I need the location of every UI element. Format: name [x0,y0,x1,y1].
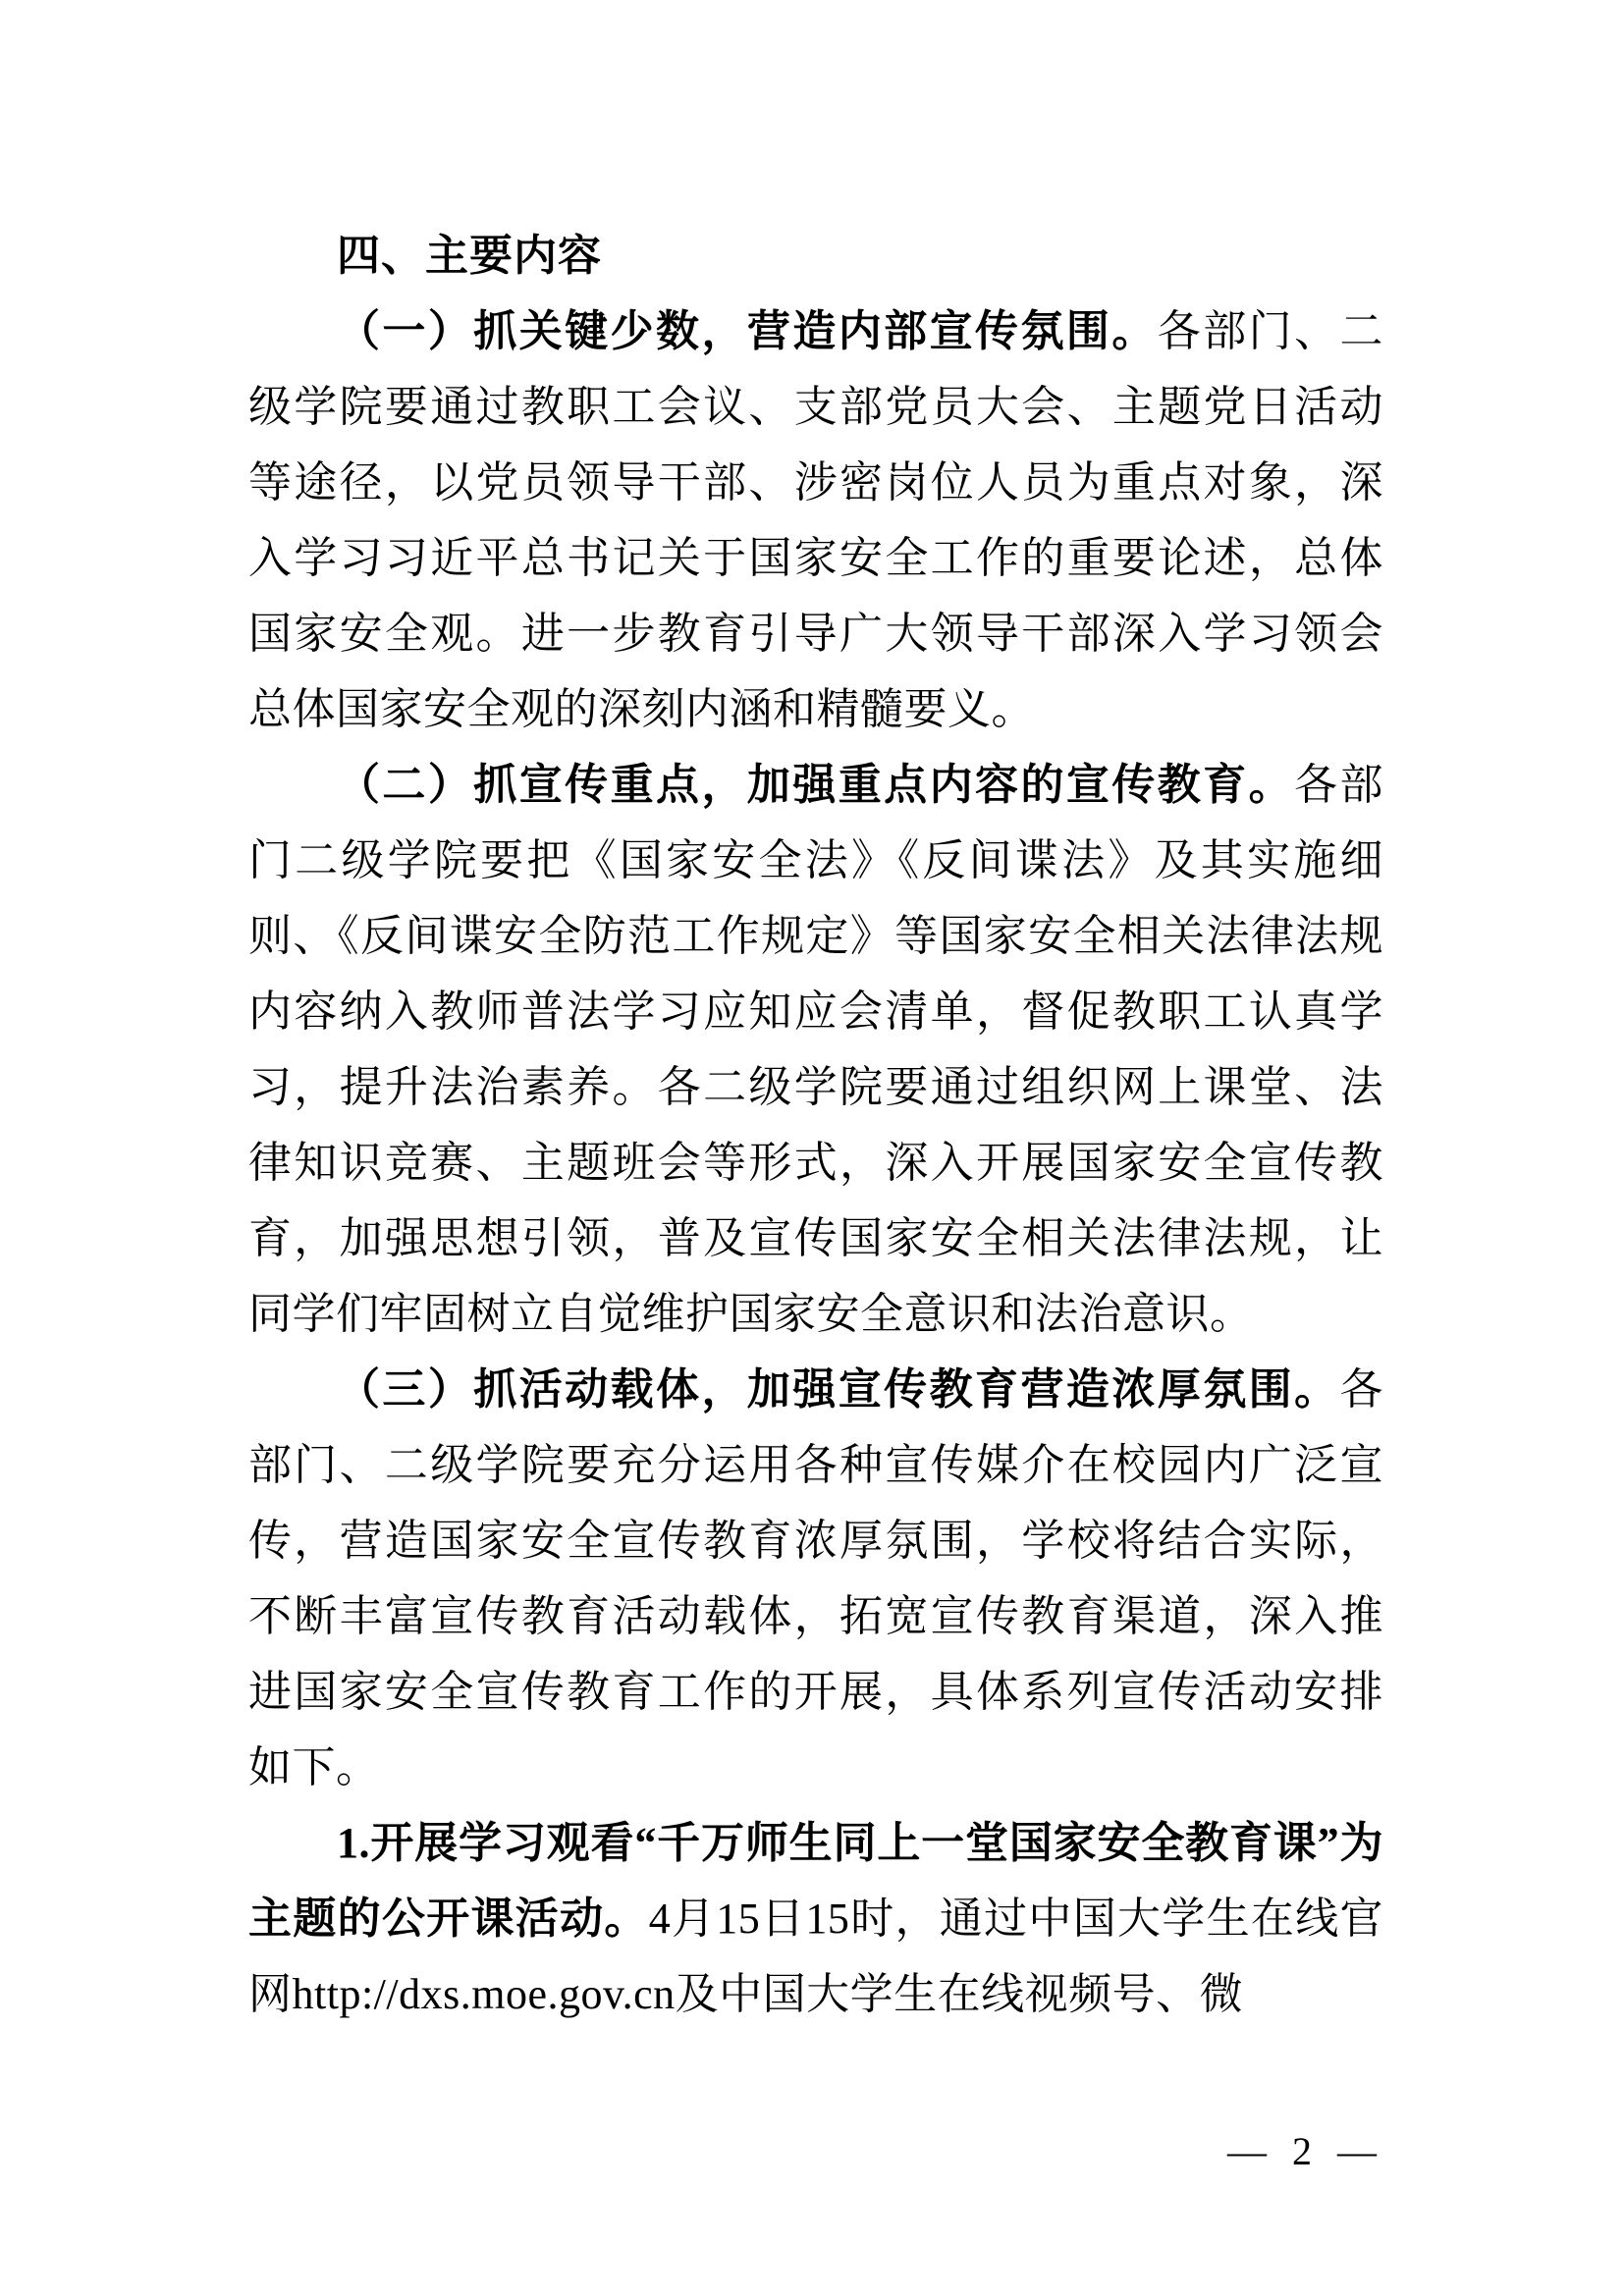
paragraph-1-lead: （一）抓关键少数，营造内部宣传氛围。 [337,307,1158,355]
paragraph-1 [248,294,1383,747]
paragraph-2 [248,747,1383,1352]
paragraph-4-lead: 1.开展学习观看“千万师生同上一堂国家安全教育课”为主题的公开课活动。 [248,1819,1383,1943]
paragraph-1-text: 各部门、二级学院要通过教职工会议、支部党员大会、主题党日活动等途径，以党员领导干部、涉密岗位人员为重点对象，深入学习习近平总书记关于国家安全工作的重要论述，总体国家安全观。进一步教育引导广大领导干部深入学习领会总体国家安全观的深刻内涵和精髓要义。 [248,307,1384,733]
paragraph-4 [248,1805,1383,2032]
paragraph-3-text: 各部门、二级学院要充分运用各种宣传媒介在校园内广泛宣传，营造国家安全宣传教育浓厚氛围，学校将结合实际，不断丰富宣传教育活动载体，拓宽宣传教育渠道，深入推进国家安全宣传教育工作的开展，具体系列宣传活动安排如下。 [248,1365,1383,1791]
paragraph-2-text: 各部门二级学院要把《国家安全法》《反间谍法》及其实施细则、《反间谍安全防范工作规定》等国家安全相关法律法规内容纳入教师普法学习应知应会清单，督促教职工认真学习，提升法治素养。各二级学院要通过组织网上课堂、法律知识竞赛、主题班会等形式，深入开展国家安全宣传教育，加强思想引领，普及宣传国家安全相关法律法规，让同学们牢固树立自觉维护国家安全意识和法治意识。 [248,761,1384,1338]
paragraph-3-lead: （三）抓活动载体，加强宣传教育营造浓厚氛围。 [337,1365,1340,1414]
section-heading: 四、主要内容 [337,232,602,280]
paragraph-3 [248,1352,1383,1805]
paragraph-2-lead: （二）抓宣传重点，加强重点内容的宣传教育。 [337,761,1295,809]
document-body [248,218,1383,2032]
page-number: — 2 — [1227,2129,1384,2173]
paragraph-4-text: 4月15日15时，通过中国大学生在线官网http://dxs.moe.gov.cn及中国大学生在线视频号、微 [248,1895,1384,2018]
